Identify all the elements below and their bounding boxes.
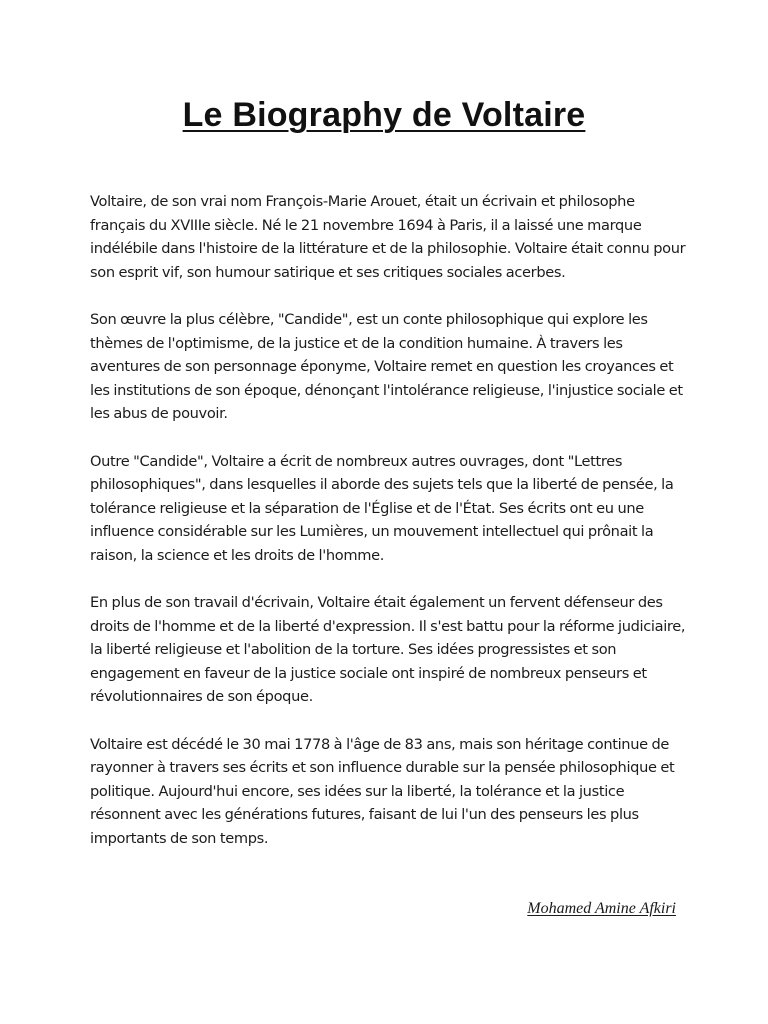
document-body: [90, 190, 690, 874]
paragraph-5: Voltaire est décédé le 30 mai 1778 à l'âge de 83 ans, mais son héritage continue de rayonner à travers ses écrits et son influence durable sur la pensée philosophique et politique. Aujourd'hui encore, ses idées sur la liberté, la tolérance et la justice résonnent avec les générations futures, faisant de lui l'un des penseurs les plus importants de son temps.: [90, 735, 675, 848]
paragraph-2: Son œuvre la plus célèbre, "Candide", est un conte philosophique qui explore les thèmes de l'optimisme, de la justice et de la condition humaine. À travers les aventures de son personnage éponyme, Voltaire remet en question les croyances et les institutions de son époque, dénonçant l'intolérance religieuse, l'injustice sociale et les abus de pouvoir.: [90, 310, 683, 423]
paragraph-3: Outre "Candide", Voltaire a écrit de nombreux autres ouvrages, dont "Lettres philosophiques", dans lesquelles il aborde des sujets tels que la liberté de pensée, la tolérance religieuse et la séparation de l'Église et de l'État. Ses écrits ont eu une influence considérable sur les Lumières, un mouvement intellectuel qui prônait la raison, la science et les droits de l'homme.: [90, 452, 674, 564]
paragraph-1: Voltaire, de son vrai nom François-Marie Arouet, était un écrivain et philosophe français du XVIIIe siècle. Né le 21 novembre 1694 à Paris, il a laissé une marque indélébile dans l'histoire de la littérature et de la philosophie. Voltaire était connu pour son esprit vif, son humour satirique et ses critiques sociales acerbes.: [90, 193, 686, 281]
document-title: Le Biography de Voltaire: [182, 96, 586, 134]
paragraph-4: En plus de son travail d'écrivain, Voltaire était également un fervent défenseur des droits de l'homme et de la liberté d'expression. Il s'est battu pour la réforme judiciaire, la liberté religieuse et l'abolition de la torture. Ses idées progressistes et son engagement en faveur de la justice sociale ont inspiré de nombreux penseurs et révolutionnaires de son époque.: [90, 594, 686, 706]
author-signature: Mohamed Amine Afkiri: [527, 900, 676, 917]
